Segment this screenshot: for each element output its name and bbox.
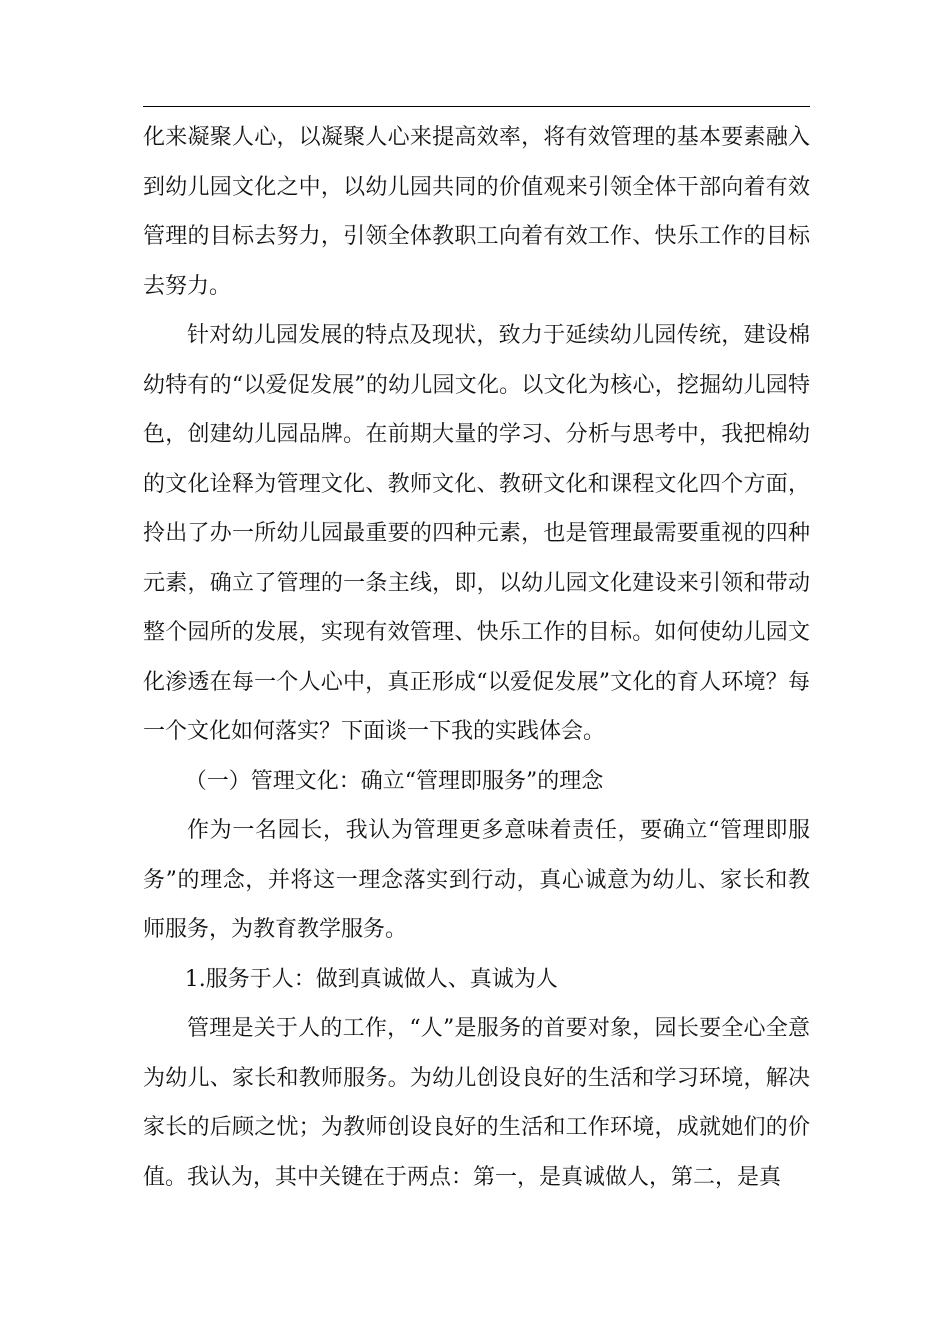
subheading-serve-people: 1.服务于人：做到真诚做人、真诚为人 [184, 966, 558, 992]
header-rule [143, 106, 810, 107]
body-text [143, 113, 810, 1202]
section-heading-management-culture: （一）管理文化：确立“管理即服务”的理念 [184, 768, 604, 794]
paragraph-management-service: 作为一名园长，我认为管理更多意味着责任，要确立“管理即服务”的理念，并将这一理念落实到行动，真心诚意为幼儿、家长和教师服务，为教育教学服务。 [143, 818, 810, 942]
paragraph-serve-people: 管理是关于人的工作，“人”是服务的首要对象，园长要全心全意为幼儿、家长和教师服务。为幼儿创设良好的生活和学习环境，解决家长的后顾之忧；为教师创设良好的生活和工作环境，成就她们的价值。我认为，其中关键在于两点：第一，是真诚做人，第二，是真 [143, 1016, 810, 1190]
paragraph-continuation: 化来凝聚人心，以凝聚人心来提高效率，将有效管理的基本要素融入到幼儿园文化之中，以幼儿园共同的价值观来引领全体干部向着有效管理的目标去努力，引领全体教职工向着有效工作、快乐工作的目标去努力。 [143, 125, 810, 299]
paragraph-culture-intro: 针对幼儿园发展的特点及现状，致力于延续幼儿园传统，建设棉幼特有的“以爱促发展”的幼儿园文化。以文化为核心，挖掘幼儿园特色，创建幼儿园品牌。在前期大量的学习、分析与思考中，我把棉幼的文化诠释为管理文化、教师文化、教研文化和课程文化四个方面，拎出了办一所幼儿园最重要的四种元素，也是管理最需要重视的四种元素，确立了管理的一条主线，即，以幼儿园文化建设来引领和带动整个园所的发展，实现有效管理、快乐工作的目标。如何使幼儿园文化渗透在每一个人心中，真正形成“以爱促发展”文化的育人环境？每一个文化如何落实？下面谈一下我的实践体会。 [143, 323, 810, 744]
